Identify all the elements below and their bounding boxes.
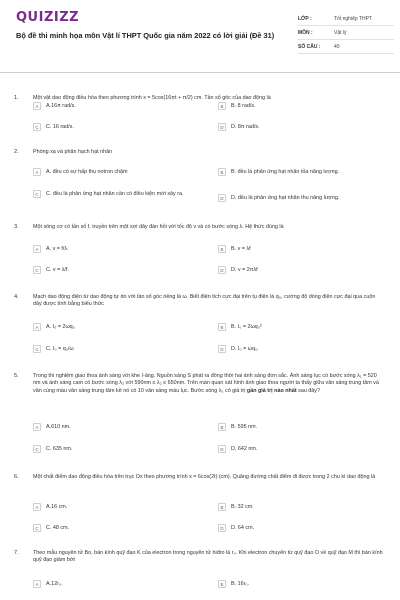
question-text: Một chất điểm dao động điều hòa trên trục Ox theo phương trình x = 6cos(2t) (cm). Quãng đường chất điểm đi được trong 2 chu kì dao động là	[33, 474, 376, 480]
option-letter-box: D	[218, 445, 226, 453]
question-text: Phóng xạ và phân hạch hạt nhân	[33, 149, 113, 155]
option-text: D. 8π rad/s.	[231, 124, 260, 130]
option-c[interactable]	[33, 267, 203, 274]
option-text: C. I₀ = q₀/ω	[46, 346, 74, 352]
option-letter-box: C	[33, 445, 41, 453]
option-letter-box: A	[33, 423, 41, 431]
quizizz-logo: QUIZIZZ	[16, 10, 80, 25]
option-a[interactable]	[33, 324, 203, 331]
option-text: C. 635 nm.	[46, 446, 73, 452]
option-letter-box: A	[33, 102, 41, 110]
question-text-part: Trong thí nghiệm giao thoa ánh sáng với khe I-âng. Nguồn sáng S phát ra đồng thời hai ánh sáng đơn sắc. Ánh sáng lục có bước sóng λ₁ = 520 nm và ánh sáng cam có bước sóng λ₂ với 590nm ≤ λ₂ ≤ 650nm. Trên màn quan sát hình ảnh giao thoa người ta thấy giữa vân sáng trung tâm và vân cùng màu vân sáng trung tâm kề nó có 10 vân sáng màu lục. Bước sóng λ₂ có giá trị	[33, 373, 379, 394]
option-letter-box: C	[33, 345, 41, 353]
option-c[interactable]	[33, 191, 193, 198]
question-text: Một sóng cơ có tần số f, truyền trên một sợi dây đàn hồi với tốc độ v và có bước sóng λ. Hệ thức đúng là	[33, 224, 284, 230]
option-text: A.16π rad/s.	[46, 103, 76, 109]
option-text: B. 32 cm.	[231, 504, 254, 510]
option-text: C. 16 rad/s.	[46, 124, 74, 130]
question-text	[33, 373, 385, 395]
option-a[interactable]	[33, 246, 203, 253]
option-b[interactable]	[218, 169, 388, 176]
option-text: A. đều có sự hấp thụ notron chậm	[46, 169, 128, 175]
option-letter-box: D	[218, 345, 226, 353]
option-b[interactable]	[218, 103, 388, 110]
option-b[interactable]	[218, 324, 388, 331]
option-letter-box: B	[218, 245, 226, 253]
question-text-emphasis: gần giá trị nào nhất	[246, 387, 297, 394]
option-a[interactable]	[33, 103, 203, 110]
option-text: D. I₀ = ωq₀.	[231, 346, 259, 352]
option-c[interactable]	[33, 124, 203, 131]
option-b[interactable]	[218, 424, 388, 431]
meta-row-count	[298, 40, 394, 54]
option-letter-box: B	[218, 102, 226, 110]
option-text: A. I₀ = 2ωq₀	[46, 324, 75, 330]
option-letter-box: C	[33, 266, 41, 274]
option-text: C. đều là phản ứng hạt nhân cần có điều kiện mới xảy ra.	[46, 191, 184, 197]
meta-row-class	[298, 12, 394, 26]
option-letter-box: B	[218, 168, 226, 176]
option-letter-box: A	[33, 168, 41, 176]
option-text: C. v = λ/f.	[46, 267, 69, 273]
option-text: B. 595 nm.	[231, 424, 258, 430]
option-letter-box: A	[33, 323, 41, 331]
option-a[interactable]	[33, 504, 203, 511]
option-text: C. 48 cm.	[46, 525, 70, 531]
option-letter-box: B	[218, 503, 226, 511]
option-text: D. 642 nm.	[231, 446, 258, 452]
option-a[interactable]	[33, 424, 203, 431]
option-d[interactable]	[218, 267, 388, 274]
option-d[interactable]	[218, 525, 388, 532]
option-text: D. đều là phản ứng hạt nhân thu năng lượng.	[231, 195, 340, 201]
page-title: Bộ đề thi minh họa môn Vật lí THPT Quốc gia năm 2022 có lời giải (Đề 31)	[16, 31, 275, 40]
question-text: Theo mẫu nguyên tử Bo, bán kính quỹ đạo K của electron trong nguyên tử hiđro là r₀. Khi electron chuyển từ quỹ đạo O về quỹ đạo M thì bán kính quỹ đạo giảm bớt	[33, 550, 383, 564]
option-letter-box: A	[33, 245, 41, 253]
option-letter-box: C	[33, 524, 41, 532]
meta-key: MÔN :	[298, 29, 313, 36]
question-number: 1.	[14, 95, 19, 101]
option-letter-box: C	[33, 123, 41, 131]
option-b[interactable]	[218, 504, 388, 511]
question-number: 3.	[14, 224, 19, 230]
header-divider	[0, 72, 400, 73]
question-number: 5.	[14, 373, 19, 379]
option-text: A.12r₀.	[46, 581, 63, 587]
option-letter-box: B	[218, 423, 226, 431]
question-number: 6.	[14, 474, 19, 480]
option-text: B. I₀ = 2ωq₀²	[231, 324, 262, 330]
option-c[interactable]	[33, 525, 203, 532]
option-letter-box: B	[218, 580, 226, 588]
question-text: Một vật dao động điều hòa theo phương trình x = 5cos(16πt + π/2) cm. Tần số góc của dao động là	[33, 95, 271, 101]
option-text: A.610 nm.	[46, 424, 71, 430]
option-text: B. 16r₀.	[231, 581, 250, 587]
option-letter-box: D	[218, 123, 226, 131]
option-text: B. đều là phản ứng hạt nhân tỏa năng lượng.	[231, 169, 340, 175]
document-header	[0, 0, 400, 70]
option-text: B. v = λf	[231, 246, 251, 252]
option-b[interactable]	[218, 581, 388, 588]
meta-key: SỐ CÂU :	[298, 43, 321, 50]
option-text: B. 8 rad/s.	[231, 103, 256, 109]
option-letter-box: D	[218, 266, 226, 274]
option-c[interactable]	[33, 446, 203, 453]
question-number: 4.	[14, 294, 19, 300]
option-d[interactable]	[218, 446, 388, 453]
quiz-meta-table	[298, 12, 394, 54]
option-text: A.16 cm.	[46, 504, 68, 510]
meta-value: 40	[334, 43, 340, 50]
option-text: D. 64 cm.	[231, 525, 255, 531]
meta-value: Tốt nghiệp THPT	[334, 15, 372, 22]
option-letter-box: A	[33, 580, 41, 588]
option-a[interactable]	[33, 581, 203, 588]
option-letter-box: A	[33, 503, 41, 511]
option-text: D. v = 2πλf	[231, 267, 258, 273]
option-d[interactable]	[218, 195, 388, 202]
option-a[interactable]	[33, 169, 203, 176]
question-text-part: sau đây?	[296, 387, 321, 394]
question-number: 2.	[14, 149, 19, 155]
option-b[interactable]	[218, 246, 388, 253]
meta-value: Vật lý	[334, 29, 347, 36]
question-text: Mạch dao động điện từ dao động tự do với tần số góc riêng là ω. Biết điện tích cực đại trên tụ điện là q₀, cường độ dòng điện cực đại qua cuộn dây được tính bằng biểu thức	[33, 294, 376, 308]
option-d[interactable]	[218, 124, 388, 131]
meta-key: LỚP :	[298, 15, 312, 22]
option-letter-box: D	[218, 194, 226, 202]
option-letter-box: B	[218, 323, 226, 331]
question-number: 7.	[14, 550, 19, 556]
option-text: A. v = f/λ.	[46, 246, 69, 252]
option-letter-box: C	[33, 190, 41, 198]
option-d[interactable]	[218, 346, 388, 353]
option-letter-box: D	[218, 524, 226, 532]
meta-row-subject	[298, 26, 394, 40]
option-c[interactable]	[33, 346, 203, 353]
